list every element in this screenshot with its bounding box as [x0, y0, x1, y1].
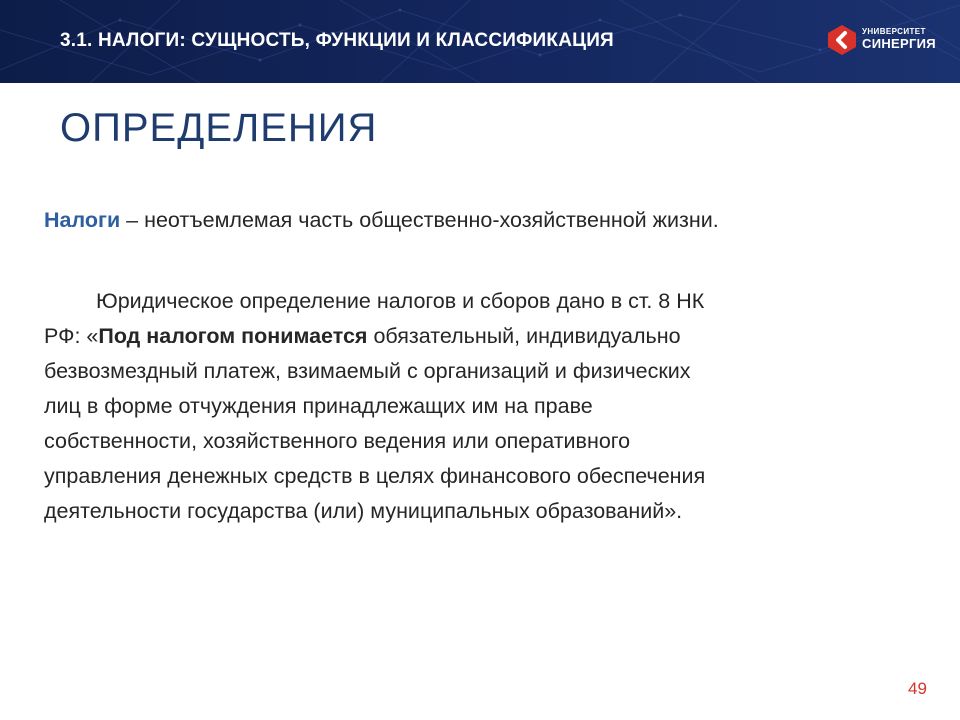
text-line: собственности, хозяйственного ведения или оперативного: [44, 429, 631, 453]
logo-line2: СИНЕРГИЯ: [862, 36, 936, 51]
text-line: Юридическое определение налогов и сборов дано в ст. 8 НК: [96, 289, 705, 313]
section-title: 3.1. НАЛОГИ: СУЩНОСТЬ, ФУНКЦИИ И КЛАССИФИКАЦИЯ: [60, 30, 614, 51]
logo-line1: УНИВЕРСИТЕТ: [862, 27, 926, 36]
text-line: безвозмездный платеж, взимаемый с организаций и физических: [44, 359, 691, 383]
text-line: управления денежных средств в целях финансового обеспечения: [44, 464, 706, 488]
bold-phrase: Под налогом понимается: [98, 324, 368, 348]
term-taxes: Налоги: [44, 208, 121, 232]
university-logo: [826, 22, 946, 60]
synergy-logo-icon: [826, 24, 858, 56]
text-line: лиц в форме отчуждения принадлежащих им на праве: [44, 394, 593, 418]
paragraph-legal-definition: [44, 284, 894, 529]
text-fragment: РФ: «: [44, 324, 99, 348]
text-line: [44, 319, 894, 354]
paragraph-text: – неотъемлемая часть общественно-хозяйственной жизни.: [120, 208, 719, 232]
slide-heading: ОПРЕДЕЛЕНИЯ: [60, 106, 378, 150]
page-number: 49: [908, 679, 927, 698]
text-line: деятельности государства (или) муниципальных образований».: [44, 499, 683, 523]
slide-header: [0, 0, 960, 83]
text-fragment: обязательный, индивидуально: [367, 324, 681, 348]
paragraph-taxes-intro: [44, 203, 904, 237]
